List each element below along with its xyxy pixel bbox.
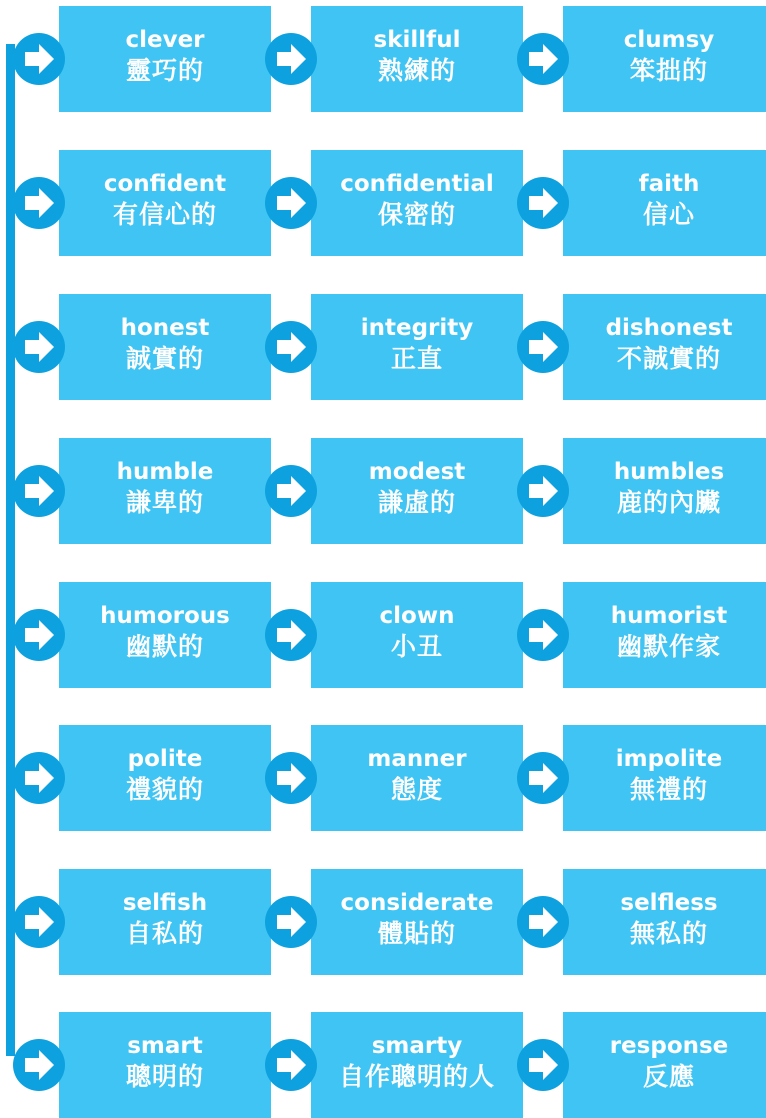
word-box <box>59 294 271 400</box>
chinese-translation: 笨拙的 <box>629 56 708 85</box>
chinese-translation: 信心 <box>642 200 695 229</box>
english-word: smart <box>127 1033 203 1059</box>
english-word: polite <box>127 746 203 772</box>
word-box <box>59 438 271 544</box>
arrow-right-icon <box>12 751 66 805</box>
english-word: manner <box>367 746 467 772</box>
arrow-right-icon <box>12 895 66 949</box>
chinese-translation: 聰明的 <box>125 1062 204 1091</box>
english-word: clown <box>379 603 455 629</box>
english-word: confident <box>103 171 227 197</box>
arrow-right-icon <box>12 320 66 374</box>
word-box <box>311 150 523 256</box>
english-word: humorous <box>100 603 230 629</box>
word-row <box>0 150 766 256</box>
word-box <box>311 1012 523 1118</box>
chinese-translation: 反應 <box>642 1062 695 1091</box>
chinese-translation: 正直 <box>390 344 443 373</box>
arrow-right-icon <box>264 464 318 518</box>
english-word: confidential <box>340 171 494 197</box>
word-box <box>59 582 271 688</box>
chinese-translation: 誠實的 <box>125 344 204 373</box>
chinese-translation: 態度 <box>390 775 443 804</box>
word-row <box>0 438 766 544</box>
arrow-right-icon <box>264 1038 318 1092</box>
english-word: selfless <box>620 890 718 916</box>
word-box <box>59 150 271 256</box>
english-word: humble <box>116 459 214 485</box>
arrow-right-icon <box>516 320 570 374</box>
english-word: smarty <box>371 1033 463 1059</box>
chinese-translation: 小丑 <box>390 632 443 661</box>
chinese-translation: 體貼的 <box>377 919 456 948</box>
word-box <box>563 1012 766 1118</box>
arrow-right-icon <box>516 464 570 518</box>
arrow-right-icon <box>12 32 66 86</box>
word-row <box>0 582 766 688</box>
chinese-translation: 謙卑的 <box>125 488 204 517</box>
word-box <box>311 869 523 975</box>
word-box <box>563 869 766 975</box>
word-box <box>311 725 523 831</box>
english-word: dishonest <box>605 315 733 341</box>
english-word: humorist <box>610 603 728 629</box>
word-box <box>311 438 523 544</box>
word-box <box>311 294 523 400</box>
chinese-translation: 不誠實的 <box>616 344 721 373</box>
arrow-right-icon <box>264 751 318 805</box>
word-box <box>311 582 523 688</box>
word-row <box>0 725 766 831</box>
word-box <box>563 438 766 544</box>
chinese-translation: 鹿的內臟 <box>616 488 721 517</box>
arrow-right-icon <box>516 608 570 662</box>
chinese-translation: 無私的 <box>629 919 708 948</box>
english-word: humbles <box>613 459 725 485</box>
chinese-translation: 熟練的 <box>377 56 456 85</box>
english-word: honest <box>120 315 210 341</box>
word-row <box>0 294 766 400</box>
english-word: faith <box>638 171 700 197</box>
english-word: clumsy <box>623 27 715 53</box>
arrow-right-icon <box>12 1038 66 1092</box>
english-word: clever <box>125 27 205 53</box>
word-box <box>563 6 766 112</box>
arrow-right-icon <box>516 751 570 805</box>
chinese-translation: 禮貌的 <box>125 775 204 804</box>
english-word: response <box>609 1033 729 1059</box>
english-word: skillful <box>373 27 461 53</box>
word-box <box>59 6 271 112</box>
chinese-translation: 幽默的 <box>125 632 204 661</box>
arrow-right-icon <box>516 1038 570 1092</box>
arrow-right-icon <box>12 176 66 230</box>
word-box <box>59 1012 271 1118</box>
chinese-translation: 自私的 <box>125 919 204 948</box>
arrow-right-icon <box>264 895 318 949</box>
english-word: impolite <box>615 746 723 772</box>
arrow-right-icon <box>264 32 318 86</box>
arrow-right-icon <box>516 895 570 949</box>
arrow-right-icon <box>264 608 318 662</box>
word-box <box>563 150 766 256</box>
chinese-translation: 自作聰明的人 <box>338 1062 495 1091</box>
arrow-right-icon <box>264 176 318 230</box>
word-box <box>311 6 523 112</box>
word-box <box>59 869 271 975</box>
word-row <box>0 6 766 112</box>
word-box <box>563 294 766 400</box>
arrow-right-icon <box>516 32 570 86</box>
english-word: modest <box>368 459 466 485</box>
arrow-right-icon <box>12 464 66 518</box>
word-row <box>0 869 766 975</box>
chinese-translation: 有信心的 <box>112 200 217 229</box>
chinese-translation: 保密的 <box>377 200 456 229</box>
arrow-right-icon <box>12 608 66 662</box>
chinese-translation: 幽默作家 <box>616 632 721 661</box>
word-box <box>563 725 766 831</box>
english-word: considerate <box>340 890 494 916</box>
chinese-translation: 靈巧的 <box>125 56 204 85</box>
arrow-right-icon <box>264 320 318 374</box>
chinese-translation: 謙虛的 <box>377 488 456 517</box>
english-word: integrity <box>360 315 474 341</box>
word-box <box>59 725 271 831</box>
word-box <box>563 582 766 688</box>
word-row <box>0 1012 766 1118</box>
english-word: selfish <box>122 890 208 916</box>
chinese-translation: 無禮的 <box>629 775 708 804</box>
arrow-right-icon <box>516 176 570 230</box>
